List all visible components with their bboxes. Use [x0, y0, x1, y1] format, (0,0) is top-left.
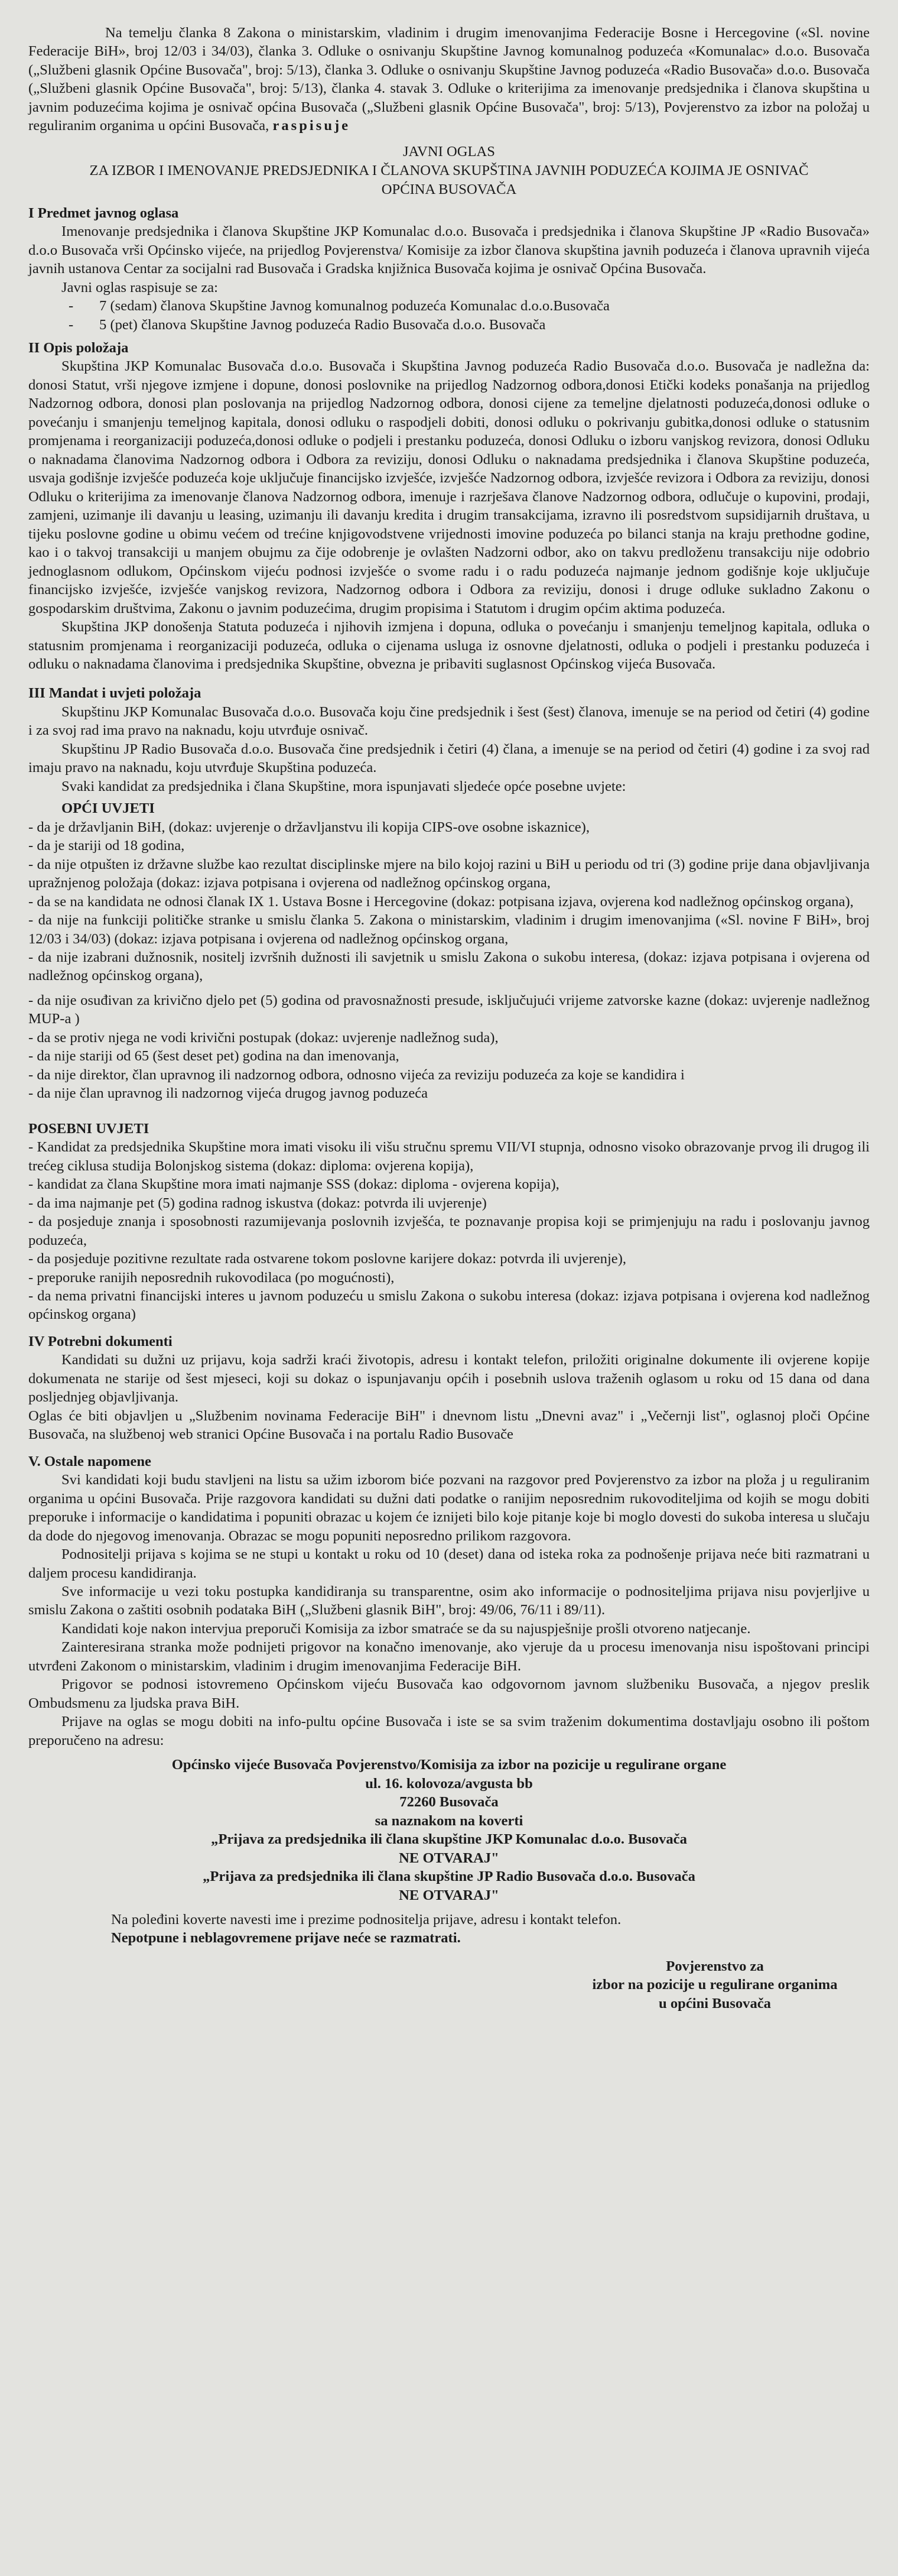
section-4-paragraph-2: Oglas će biti objavljen u „Službenim novinama Federacije BiH" i dnevnom listu „Dnevni avaz" i „Večernji list", oglasnoj ploči Općine Busovača, na službenoj web stranici Općine Busovača i na portalu Radio Busovače	[28, 1407, 870, 1443]
section-4-heading: IV Potrebni dokumenti	[28, 1333, 173, 1349]
section-3-paragraph-3: Svaki kandidat za predsjednika i člana Skupštine, mora ispunjavati sljedeće opće posebne uvjete:	[61, 778, 626, 794]
section-4-paragraph-1: Kandidati su dužni uz prijavu, koja sadrži kraći životopis, adresu i kontakt telefon, priložiti originalne dokumente ili ovjerene kopije dokumenata ne starije od šest mjeseci, koji su dokaz o ispunjavanju općih i posebnih uslova traženih oglasom u roku od 15 dana od dana posljednjeg objavljivanja.	[28, 1352, 870, 1406]
section-1-list-intro: Javni oglas raspisuje se za:	[61, 279, 218, 296]
section-1-list	[28, 297, 870, 334]
address-line: „Prijava za predsjednika ili člana skupštine JP Radio Busovača d.o.o. Busovača	[203, 1868, 695, 1885]
address-line: 72260 Busovača	[399, 1794, 499, 1811]
section-3-heading: III Mandat i uvjeti položaja	[28, 685, 201, 702]
list-item: - da je stariji od 18 godina,	[28, 838, 185, 854]
list-item: - da nije osuđivan za krivično djelo pet (5) godina od pravosnažnosti presude, isključujući vrijeme zatvorske kazne (dokaz: uvjerenje nadležnog MUP-a )	[28, 992, 870, 1027]
address-line: „Prijava za predsjednika ili člana skupštine JKP Komunalac d.o.o. Busovača	[211, 1831, 687, 1848]
intro-text: Na temelju članka 8 Zakona o ministarskim, vladinim i drugim imenovanjima Federacije Bosne i Hercegovine («Sl. novine Federacije BiH», broj 12/03 i 34/03), članka 3. Odluke o osnivanju Skupštine Javnog komunalnog poduzeća «Komunalac» d.o.o. Busovača („Službeni glasnik Općine Busovača", broj: 5/13), članka 3. Odluke o osnivanju Skupštine Javnog poduzeća «Radio Busovača» d.o.o. Busovača („Službeni glasnik Općine Busovača", broj: 5/13), članka 4. stavak 3. Odluke o kriterijima za imenovanje predsjednika i članova skupština u javnim poduzećima kojima je osnivač općina Busovača („Službeni glasnik Općine Busovača", broj: 5/13), Povjerenstvo za izbor na položaj u reguliranim organima u općini Busovača,	[28, 25, 870, 134]
list-item: - da posjeduje pozitivne rezultate rada ostvarene tokom poslovne karijere dokaz: potvrda ili uvjerenje),	[28, 1251, 627, 1267]
general-conditions-heading: OPĆI UVJETI	[61, 800, 155, 817]
announce-word: raspisuje	[272, 118, 351, 134]
list-item: - kandidat za člana Skupštine mora imati najmanje SSS (dokaz: diploma - ovjerena kopija),	[28, 1176, 559, 1193]
address-line: ul. 16. kolovoza/avgusta bb	[365, 1775, 533, 1792]
address-line: NE OTVARAJ"	[399, 1887, 499, 1903]
address-line: NE OTVARAJ"	[399, 1850, 499, 1866]
envelope-note: Na poleđini koverte navesti ime i prezime podnositelja prijave, adresu i kontakt telefon.	[111, 1911, 622, 1928]
special-conditions-list	[28, 1138, 870, 1324]
list-item: - Kandidat za predsjednika Skupštine mora imati visoku ili višu stručnu spremu VII/VI stupnja, odnosno visoko obrazovanje prvog ili drugog ili trećeg ciklusa studija Bolonjskog sistema (dokaz: diploma: ovjerena kopija),	[28, 1139, 870, 1174]
signature-line: Povjerenstvo za	[666, 1958, 764, 1974]
list-item: - da nije na funkciji političke stranke u smislu članka 5. Zakona o ministarskim, vladinim i drugim imenovanjima («Sl. novine F BiH», broj 12/03 i 34/03) (dokaz: izjava potpisana i ovjerena od nadležnog općinskog organa,	[28, 912, 870, 947]
special-conditions-heading: POSEBNI UVJETI	[28, 1120, 149, 1137]
section-2-paragraph-1: Skupština JKP Komunalac Busovača d.o.o. Busovača i Skupština Javnog poduzeća Radio Busovača d.o.o. Busovača je nadležna da: donosi Statut, vrši njegove izmjene i dopune, donosi poslovnike na prijedlog Nadzornog odbora,donosi Etički kodeks ponašanja na prijedlog Nadzornog odbora, donosi plan poslovanja na prijedlog Nadzornog odbora, donosi cijene za temeljne djelatnosti poduzeća,donosi odluke o povećanju i smanjenju temeljnog kapitala, donosi odluku o raspodjeli dobiti, donosi odluku o pokrivanju gubitka,donosi odluke o statusnim promjenama i reorganizaciji poduzeća,donosi odluke o podjeli i prestanku poduzeća, donosi Odluku o izboru vanjskog revizora, donosi Odluku o naknadama članovima Nadzornog odbora i Odbora za reviziju, donosi Odluku o naknadama predsjednika i članova Skupštine poduzeća, usvaja godišnje izvješće poduzeća koje uključuje financijsko izvješće, izvješće Nadzornog odbora, izvješće revizora i Odbora za reviziju, donosi Odluku o kriterijima za imenovanje članova Nadzornog odbora, imenuje i razrješava članove Nadzornog odbora, odlučuje o kupovini, prodaji, zamjeni, uzimanje ili davanju u leasing, uzimanju ili davanju kredita i drugim transakcijama, izravno ili posredstvom supsidijarnih društava, u tijeku poslovne godine u obimu većem od trećine knjigovodstvene vrijednosti imovine poduzeća po bilanci stanja na kraju prethodne godine, kao i o takvoj transakciji u manjem obujmu za čije odobrenje je ovlašten Nadzorni odbor, ako on takvu predloženu transakciju nije odobrio jednoglasnom odlukom, Općinskom vijeću podnosi izvješće o svome radu i o radu poduzeća najmanje jednom godišnje koje uključuje financijsko izvješće, izvješće vanjskog revizora, Nadzornog odbora i Odbora za reviziju, donosi i druge odluke sukladno Zakonu o gospodarskim društvima, Zakonu o javnim poduzećima, drugim propisima i Statutom i drugim općim aktima poduzeća.	[28, 358, 870, 617]
signature-line: izbor na pozicije u regulirane organima	[592, 1977, 838, 1993]
section-2-heading: II Opis položaja	[28, 340, 129, 356]
address-line: sa naznakom na koverti	[375, 1812, 523, 1829]
notice-title-line2: ZA IZBOR I IMENOVANJE PREDSJEDNIKA I ČLANOVA SKUPŠTINA JAVNIH PODUZEĆA KOJIMA JE OSNIVAČ OPĆINA BUSOVAČA	[89, 162, 809, 197]
notice-title	[28, 142, 870, 199]
section-1-heading: I Predmet javnog oglasa	[28, 205, 179, 221]
signature-block	[560, 1957, 870, 2013]
list-item: - da posjeduje znanja i sposobnosti razumijevanja poslovnih izvješća, te poznavanje propisa koji se primjenjuju na radu i poslovanju javnog poduzeća,	[28, 1214, 870, 1248]
list-item: - da ima najmanje pet (5) godina radnog iskustva (dokaz: potvrda ili uvjerenje)	[28, 1195, 487, 1211]
section-5-paragraph: Prigovor se podnosi istovremeno Općinskom vijeću Busovača kao odgovornom javnom službeniku Busovača, a njegov preslik Ombudsmenu za ljudska prava BiH.	[28, 1676, 870, 1711]
section-2-paragraph-2: Skupština JKP donošenja Statuta poduzeća i njihovih izmjena i dopuna, odluka o povećanju i smanjenju temeljnog kapitala, odluka o statusnim promjenama i reorganizaciji poduzeća, odluka o cijenama usluga iz osnovne djelatnosti, odluka o podjeli i prestanku poduzeća i odluku o naknadama članovima i predsjednika Skupštine, obvezna je pribaviti suglasnost Općinskog vijeća Busovača.	[28, 619, 870, 672]
list-item: - da nije otpušten iz državne službe kao rezultat disciplinske mjere na bilo kojoj razini u BiH u periodu od tri (3) godine prije dana objavljivanja upražnjenog položaja (dokaz: izjava potpisana i ovjerena od nadležnog općinskog organa,	[28, 856, 870, 891]
intro-paragraph	[28, 24, 870, 135]
list-item: - 7 (sedam) članova Skupštine Javnog komunalnog poduzeća Komunalac d.o.o.Busovača	[99, 297, 870, 315]
section-5-paragraph: Svi kandidati koji budu stavljeni na listu sa užim izborom biće pozvani na razgovor pred Povjerenstvo za izbor na ploža j u reguliranim organima u općini Busovača. Prije razgovora kandidati su dužni dati podatke o ranijim neposrednim rukovoditeljima od kojih se mogu dobiti preporuke i informacije o kandidatima i popuniti obrazac u kojem će iznijeti bilo koje pitanje koje bi moglo dovesti do sukoba interesa u slučaju da dode do njegovog imenovanja. Obrazac se mogu popuniti neposredno prilikom razgovora.	[28, 1472, 870, 1544]
list-item: - da nije član upravnog ili nadzornog vijeća drugog javnog poduzeća	[28, 1085, 428, 1102]
incomplete-warning: Nepotpune i neblagovremene prijave neće se razmatrati.	[111, 1930, 461, 1946]
section-5-paragraph: Podnositelji prijava s kojima se ne stupi u kontakt u roku od 10 (deset) dana od isteka roka za podnošenje prijava neće biti razmatrani u daljem procesu kandidiranja.	[28, 1546, 870, 1581]
section-3-paragraph-2: Skupštinu JP Radio Busovača d.o.o. Busovača čine predsjednik i četiri (4) člana, a imenuje se na period od četiri (4) godine i za svoj rad imaju pravo na naknadu, koju utvrđuje Skupština poduzeća.	[28, 741, 870, 776]
mailing-address	[28, 1756, 870, 1905]
list-item: - da se protiv njega ne vodi krivični postupak (dokaz: uvjerenje nadležnog suda),	[28, 1029, 499, 1046]
list-item: - da nije stariji od 65 (šest deset pet) godina na dan imenovanja,	[28, 1048, 399, 1065]
address-line: Općinsko vijeće Busovača Povjerenstvo/Komisija za izbor na pozicije u regulirane organe	[171, 1757, 727, 1773]
section-5-paragraph: Prijave na oglas se mogu dobiti na info-pultu općine Busovača i iste se sa svim traženim dokumentima dostavljaju osobno ili poštom preporučeno na adresu:	[28, 1714, 870, 1748]
section-1-paragraph: Imenovanje predsjednika i članova Skupštine JKP Komunalac d.o.o. Busovača i predsjednika i članova Skupštine JP «Radio Busovača» d.o.o Busovača vrši Općinsko vijeće, na prijedlog Povjerenstva/ Komisije za izbor članova skupština javnih poduzeća i članova upravnih vijeća javnih ustanova Centar za socijalni rad Busovača i Gradska knjižnica Busovača kojima je osnivač Općina Busovača.	[28, 223, 870, 277]
list-item: - da nema privatni financijski interes u javnom poduzeću u smislu Zakona o sukobu interesa (dokaz: izjava potpisana i ovjerena kod nadležnog općinskog organa)	[28, 1287, 870, 1323]
section-5-heading: V. Ostale napomene	[28, 1453, 151, 1469]
list-item: - da nije izabrani dužnosnik, nositelj izvršnih dužnosti ili savjetnik u smislu Zakona o sukobu interesa, (dokaz: izjava potpisana i ovjerena od nadležnog općinskog organa),	[28, 949, 870, 984]
notice-title-line1: JAVNI OGLAS	[402, 143, 495, 160]
spacer	[28, 1103, 870, 1116]
list-item: - da je državljanin BiH, (dokaz: uvjerenje o državljanstvu ili kopija CIPS-ove osobne iskaznice),	[28, 819, 590, 835]
list-item: - 5 (pet) članova Skupštine Javnog poduzeća Radio Busovača d.o.o. Busovača	[99, 316, 870, 334]
list-item: - da se na kandidata ne odnosi članak IX 1. Ustava Bosne i Hercegovine (dokaz: potpisana izjava, ovjerena kod nadležnog općinskog organa),	[28, 893, 854, 910]
section-5-paragraph: Kandidati koje nakon intervjua preporuči Komisija za izbor smatraće se da su najuspješnije prošli otvoreno natjecanje.	[61, 1620, 751, 1637]
section-5-paragraph: Zainteresirana stranka može podnijeti prigovor na konačno imenovanje, ako vjeruje da u procesu imenovanja nisu ispoštovani principi utvrđeni Zakonom o ministarskim, vladinim i drugim imenovanjima Federacije BiH.	[28, 1639, 870, 1674]
list-item: - preporuke ranijih neposrednih rukovodilaca (po mogućnosti),	[28, 1269, 395, 1286]
general-conditions-list	[28, 818, 870, 1103]
section-3-paragraph-1: Skupštinu JKP Komunalac Busovača d.o.o. Busovača koju čine predsjednik i šest (šest) članova, imenuje se na period od četiri (4) godine i za svoj rad ima pravo na naknadu, koju utvrđuje osnivač.	[28, 703, 870, 739]
section-5-paragraph: Sve informacije u vezi toku postupka kandidiranja su transparentne, osim ako informacije o podnositeljima prijava nisu povjerljive u smislu Zakona o zaštiti osobnih podataka BiH („Službeni glasnik BiH", broj: 49/06, 76/11 i 89/11).	[28, 1584, 870, 1618]
signature-line: u općini Busovača	[659, 1995, 771, 2012]
list-item: - da nije direktor, član upravnog ili nadzornog odbora, odnosno vijeća za reviziju poduzeća za koje se kandidira i	[28, 1066, 685, 1083]
